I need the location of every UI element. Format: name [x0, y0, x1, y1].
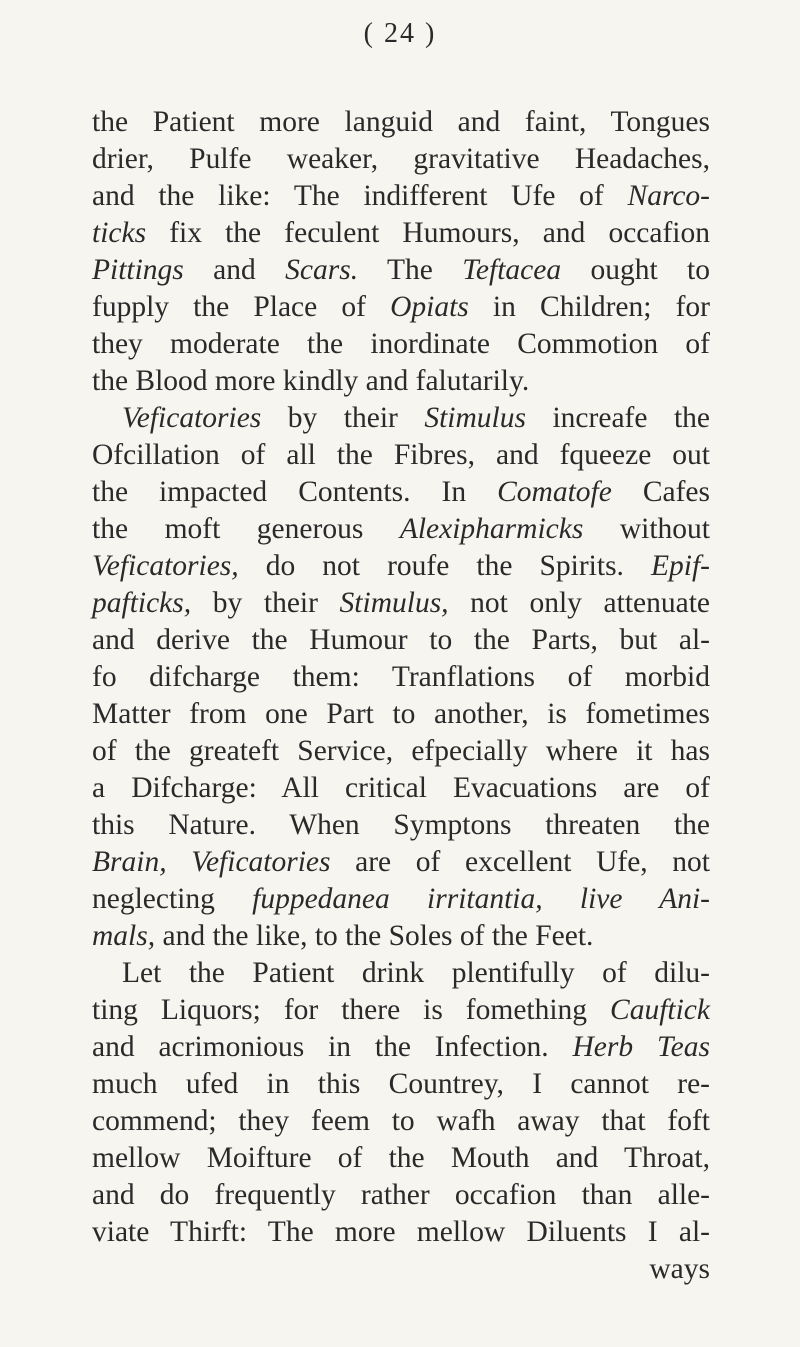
page-number: ( 24 )	[363, 18, 437, 49]
text-line	[92, 807, 710, 844]
italic-text: live Ani-	[579, 883, 710, 915]
text-segment: mellow Moifture of the Mouth and Throat,	[92, 1142, 710, 1174]
italic-text: Stimulus	[424, 402, 526, 434]
italic-text: pafticks,	[92, 587, 192, 619]
text-segment: Let the Patient drink plentifully of dilu-	[122, 957, 710, 989]
text-segment	[543, 883, 580, 915]
text-line	[92, 289, 710, 326]
text-segment: the moft generous	[92, 513, 400, 545]
text-line	[92, 326, 710, 363]
text-line	[92, 1103, 710, 1140]
text-segment: ting Liquors; for there is fomething	[92, 994, 611, 1026]
text-line	[92, 141, 710, 178]
text-line	[92, 659, 710, 696]
text-line	[92, 585, 710, 622]
text-line	[92, 252, 710, 289]
text-segment: commend; they feem to wafh away that foft	[92, 1105, 710, 1137]
text-line	[92, 215, 710, 252]
italic-text: Pittings	[92, 254, 184, 286]
text-segment: by their	[261, 402, 425, 434]
text-segment: increafe the	[525, 402, 710, 434]
italic-text: Scars.	[285, 254, 359, 286]
text-segment: and acrimonious in the Infection.	[92, 1031, 573, 1063]
text-line	[92, 104, 710, 141]
italic-text: Herb Teas	[572, 1031, 710, 1063]
text-line	[92, 363, 710, 400]
italic-text: Opiats	[390, 291, 469, 323]
text-segment: and	[183, 254, 286, 286]
text-segment: fo difcharge them: Tranflations of morbid	[92, 661, 710, 693]
italic-text: Teftacea	[462, 254, 562, 286]
text-line	[92, 437, 710, 474]
italic-text: fuppedanea irritantia,	[252, 883, 543, 915]
text-segment: The	[358, 254, 463, 286]
text-line	[92, 400, 710, 437]
italic-text: Comatofe	[497, 476, 612, 508]
text-segment: by their	[191, 587, 340, 619]
text-segment: the impacted Contents. In	[92, 476, 498, 508]
text-line	[92, 1214, 710, 1251]
italic-text: Alexipharmicks	[399, 513, 584, 545]
text-line	[92, 844, 710, 881]
text-segment: a Difcharge: All critical Evacuations are of	[92, 772, 710, 804]
text-segment: and derive the Humour to the Parts, but al-	[92, 624, 710, 656]
italic-text: Veficatories,	[92, 550, 239, 582]
text-line	[92, 1140, 710, 1177]
text-line	[92, 474, 710, 511]
text-segment: fupply the Place of	[92, 291, 391, 323]
text-segment	[167, 846, 192, 878]
text-line	[92, 992, 710, 1029]
text-line	[92, 918, 710, 955]
text-segment: and do frequently rather occafion than alle-	[92, 1179, 710, 1211]
text-line	[92, 178, 710, 215]
text-segment: the Blood more kindly and falutarily.	[92, 365, 530, 397]
text-segment: without	[583, 513, 710, 545]
text-line	[92, 733, 710, 770]
italic-text: ticks	[92, 217, 147, 249]
text-segment: they moderate the inordinate Commotion of	[92, 328, 710, 360]
text-segment: and the like, to the Soles of the Feet.	[155, 920, 594, 952]
italic-text: Brain,	[92, 846, 167, 878]
text-line	[92, 770, 710, 807]
text-segment: ways	[649, 1253, 710, 1285]
text-segment: are of excellent Ufe, not	[330, 846, 711, 878]
italic-text: Veficatories	[122, 402, 262, 434]
text-segment: in Children; for	[468, 291, 710, 323]
italic-text: mals,	[92, 920, 156, 952]
italic-text: Stimulus,	[339, 587, 449, 619]
text-line	[92, 548, 710, 585]
text-segment: Cafes	[611, 476, 711, 508]
text-segment: the Patient more languid and faint, Tongues	[92, 106, 710, 138]
text-segment: much ufed in this Countrey, I cannot re-	[92, 1068, 710, 1100]
text-segment: not only attenuate	[448, 587, 710, 619]
text-segment: of the greateft Service, efpecially where it has	[92, 735, 710, 767]
text-line	[92, 1066, 710, 1103]
text-segment: fix the feculent Humours, and occafion	[146, 217, 710, 249]
text-line	[92, 511, 710, 548]
italic-text: Cauftick	[610, 994, 710, 1026]
text-segment: and the like: The indifferent Ufe of	[92, 180, 628, 212]
text-segment: Matter from one Part to another, is fometimes	[92, 698, 710, 730]
text-segment: this Nature. When Symptons threaten the	[92, 809, 710, 841]
italic-text: Epif-	[651, 550, 710, 582]
text-line	[92, 881, 710, 918]
text-line	[92, 1251, 710, 1288]
italic-text: Narco-	[627, 180, 710, 212]
text-segment: viate Thirft: The more mellow Diluents I al-	[92, 1216, 710, 1248]
page-body-text	[92, 104, 710, 1288]
text-segment: drier, Pulfe weaker, gravitative Headaches,	[92, 143, 710, 175]
text-segment: do not roufe the Spirits.	[238, 550, 651, 582]
text-line	[92, 622, 710, 659]
italic-text: Veficatories	[191, 846, 331, 878]
text-line	[92, 955, 710, 992]
text-segment: ought to	[561, 254, 710, 286]
text-line	[92, 1029, 710, 1066]
text-line	[92, 696, 710, 733]
text-line	[92, 1177, 710, 1214]
text-segment: Ofcillation of all the Fibres, and fqueeze out	[92, 439, 710, 471]
text-segment: neglecting	[92, 883, 253, 915]
